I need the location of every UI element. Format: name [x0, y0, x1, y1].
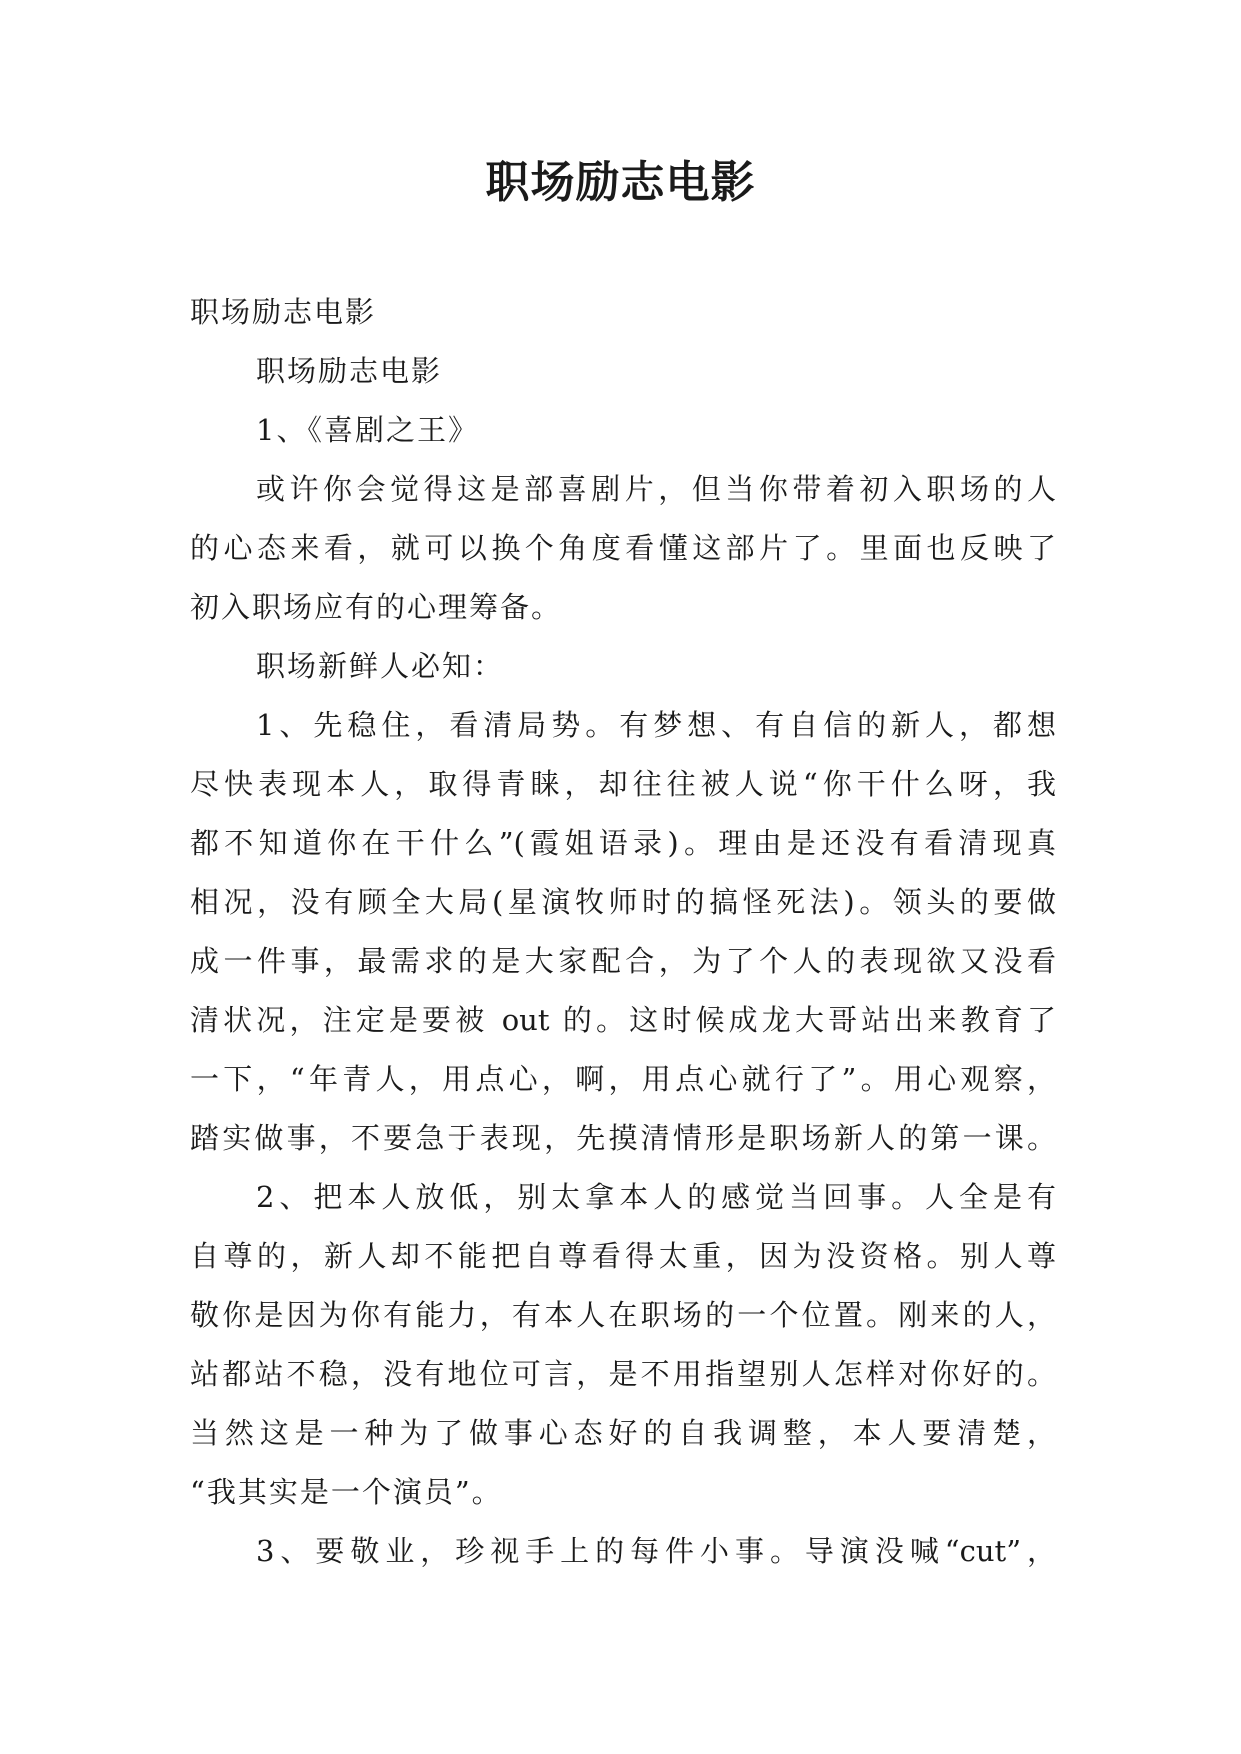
document-body: [190, 283, 1056, 1581]
paragraph-line: 当然这是一种为了做事心态好的自我调整，本人要清楚，: [190, 1416, 1056, 1450]
paragraph-line: 初入职场应有的心理筹备。: [190, 590, 563, 624]
paragraph-line: 踏实做事，不要急于表现，先摸清情形是职场新人的第一课。: [190, 1121, 1056, 1155]
paragraph-line: 的心态来看，就可以换个角度看懂这部片了。里面也反映了: [190, 531, 1056, 565]
paragraph-line: 自尊的，新人却不能把自尊看得太重，因为没资格。别人尊: [190, 1239, 1056, 1273]
paragraph-line: 职场新鲜人必知：: [256, 649, 505, 683]
paragraph-line: 相况，没有顾全大局(星演牧师时的搞怪死法)。领头的要做: [190, 885, 1056, 919]
paragraph-line: 职场励志电影: [190, 295, 377, 329]
document-title: 职场励志电影: [485, 157, 756, 208]
paragraph-line: 3、要敬业，珍视手上的每件小事。导演没喊“cut”，: [256, 1534, 1056, 1568]
paragraph-line: 1、先稳住，看清局势。有梦想、有自信的新人，都想: [256, 708, 1056, 742]
paragraph-line: 2、把本人放低，别太拿本人的感觉当回事。人全是有: [256, 1180, 1056, 1214]
paragraph-line: “我其实是一个演员”。: [190, 1475, 503, 1509]
paragraph-line: 一下，“年青人，用点心，啊，用点心就行了”。用心观察，: [190, 1062, 1056, 1096]
paragraph-line: 成一件事，最需求的是大家配合，为了个人的表现欲又没看: [190, 944, 1056, 978]
paragraph-line: 职场励志电影: [256, 354, 443, 388]
paragraph-line: 或许你会觉得这是部喜剧片，但当你带着初入职场的人: [256, 472, 1056, 506]
paragraph-line: 清状况，注定是要被 out 的。这时候成龙大哥站出来教育了: [190, 1003, 1056, 1037]
paragraph-line: 1、《喜剧之王》: [256, 413, 479, 447]
paragraph-line: 站都站不稳，没有地位可言，是不用指望别人怎样对你好的。: [190, 1357, 1056, 1391]
paragraph-line: 都不知道你在干什么”(霞姐语录)。理由是还没有看清现真: [190, 826, 1056, 860]
paragraph-line: 尽快表现本人，取得青睐，却往往被人说“你干什么呀，我: [190, 767, 1056, 801]
paragraph-line: 敬你是因为你有能力，有本人在职场的一个位置。刚来的人，: [190, 1298, 1056, 1332]
